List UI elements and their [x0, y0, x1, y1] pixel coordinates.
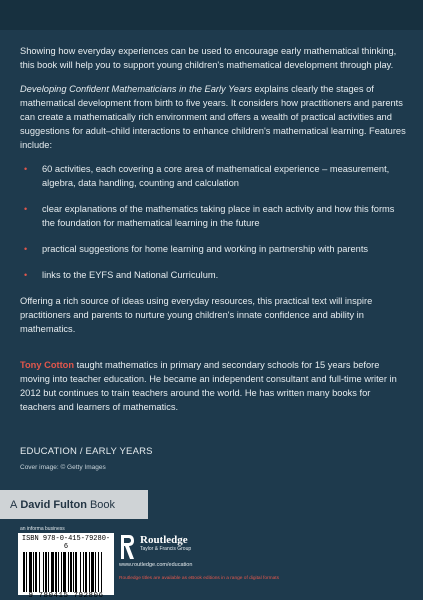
barcode-bar [70, 552, 72, 592]
publisher-url[interactable]: www.routledge.com/education [119, 562, 193, 568]
feature-text: 60 activities, each covering a core area of mathematical experience – measurement, algebra, data handling, counting and calculation [42, 164, 390, 188]
barcode-bar [58, 552, 59, 592]
ebook-note: Routledge titles are available as eBook editions in a range of digital formats [119, 576, 279, 581]
barcode-bar [61, 552, 62, 592]
isbn-barcode [18, 533, 114, 600]
top-band [0, 0, 423, 30]
barcode-bar [23, 552, 25, 592]
barcode-number: 9 780415 792806 [28, 592, 104, 600]
features-list [20, 162, 406, 282]
book-title-italic: Developing Confident Mathematicians in the Early Years [20, 84, 252, 94]
barcode-bar [85, 552, 87, 592]
feature-text: clear explanations of the mathematics taking place in each activity and how this forms the foundation for mathematical learning in the future [42, 204, 395, 228]
barcode-bar [80, 552, 81, 592]
df-brand: David Fulton [20, 498, 87, 511]
barcode-bar [35, 552, 37, 592]
cover-image-credit: Cover image: © Getty Images [20, 464, 106, 471]
barcode-bar [83, 552, 84, 592]
barcode-bar [55, 552, 57, 592]
author-name: Tony Cotton [20, 360, 75, 370]
barcode-bar [75, 552, 77, 592]
barcode-bar [95, 552, 96, 592]
barcode-bar [48, 552, 49, 592]
barcode-bar [98, 552, 99, 592]
subject-category: EDUCATION / EARLY YEARS [20, 446, 153, 457]
publisher-name: Routledge [140, 534, 188, 546]
barcode-bar [68, 552, 69, 592]
feature-item [20, 202, 406, 230]
author-paragraph [20, 358, 406, 414]
bullet-icon: • [24, 164, 28, 174]
barcode-bar [26, 552, 27, 592]
description-text: explains clearly the stages of mathematical development from birth to five years. It considers how practitioners and parents can create a mathematically rich environment and offers a wealth of practical activities and suggestions for adult–child interactions to enhance children's mathematical learning. Features include: [20, 84, 406, 150]
feature-item [20, 162, 406, 190]
feature-item [20, 242, 406, 256]
barcode-bar [51, 552, 54, 592]
barcode-bar [89, 552, 90, 592]
david-fulton-banner [0, 490, 148, 519]
routledge-logo-icon [119, 534, 135, 560]
barcode-bar [39, 552, 40, 592]
barcode-bar [73, 552, 74, 592]
barcode-bars [23, 552, 109, 592]
author-bio: taught mathematics in primary and secondary schools for 15 years before moving into teacher education. He became an independent consultant and full-time writer in 2012 but continues to train teachers around the world. He has written many books for teachers and learners of mathematics. [20, 360, 397, 412]
barcode-bar [101, 552, 102, 592]
df-prefix: A [10, 498, 18, 511]
isbn-label: ISBN 978-0-415-79280-6 [21, 535, 111, 551]
bullet-icon: • [24, 244, 28, 254]
barcode-bar [63, 552, 66, 592]
closing-paragraph: Offering a rich source of ideas using everyday resources, this practical text will inspire practitioners and parents to nurture young children's innate confidence and ability in mathematics. [20, 296, 373, 334]
barcode-bar [43, 552, 44, 592]
feature-item [20, 268, 406, 282]
publisher-block [119, 534, 191, 560]
bullet-icon: • [24, 204, 28, 214]
bullet-icon: • [24, 270, 28, 280]
publisher-subtitle: Taylor & Francis Group [140, 546, 192, 552]
informa-tagline: an informa business [20, 526, 65, 532]
feature-text: practical suggestions for home learning and working in partnership with parents [42, 244, 369, 254]
barcode-bar [91, 552, 94, 592]
barcode-bar [45, 552, 47, 592]
back-cover-text [20, 44, 406, 424]
feature-text: links to the EYFS and National Curriculum. [42, 270, 219, 280]
df-suffix: Book [89, 498, 116, 511]
description-paragraph [20, 82, 406, 152]
barcode-bar [33, 552, 34, 592]
intro-paragraph: Showing how everyday experiences can be used to encourage early mathematical thinking, this book will help you to support young children's mathematical development through play. [20, 46, 397, 70]
barcode-bar [29, 552, 32, 592]
